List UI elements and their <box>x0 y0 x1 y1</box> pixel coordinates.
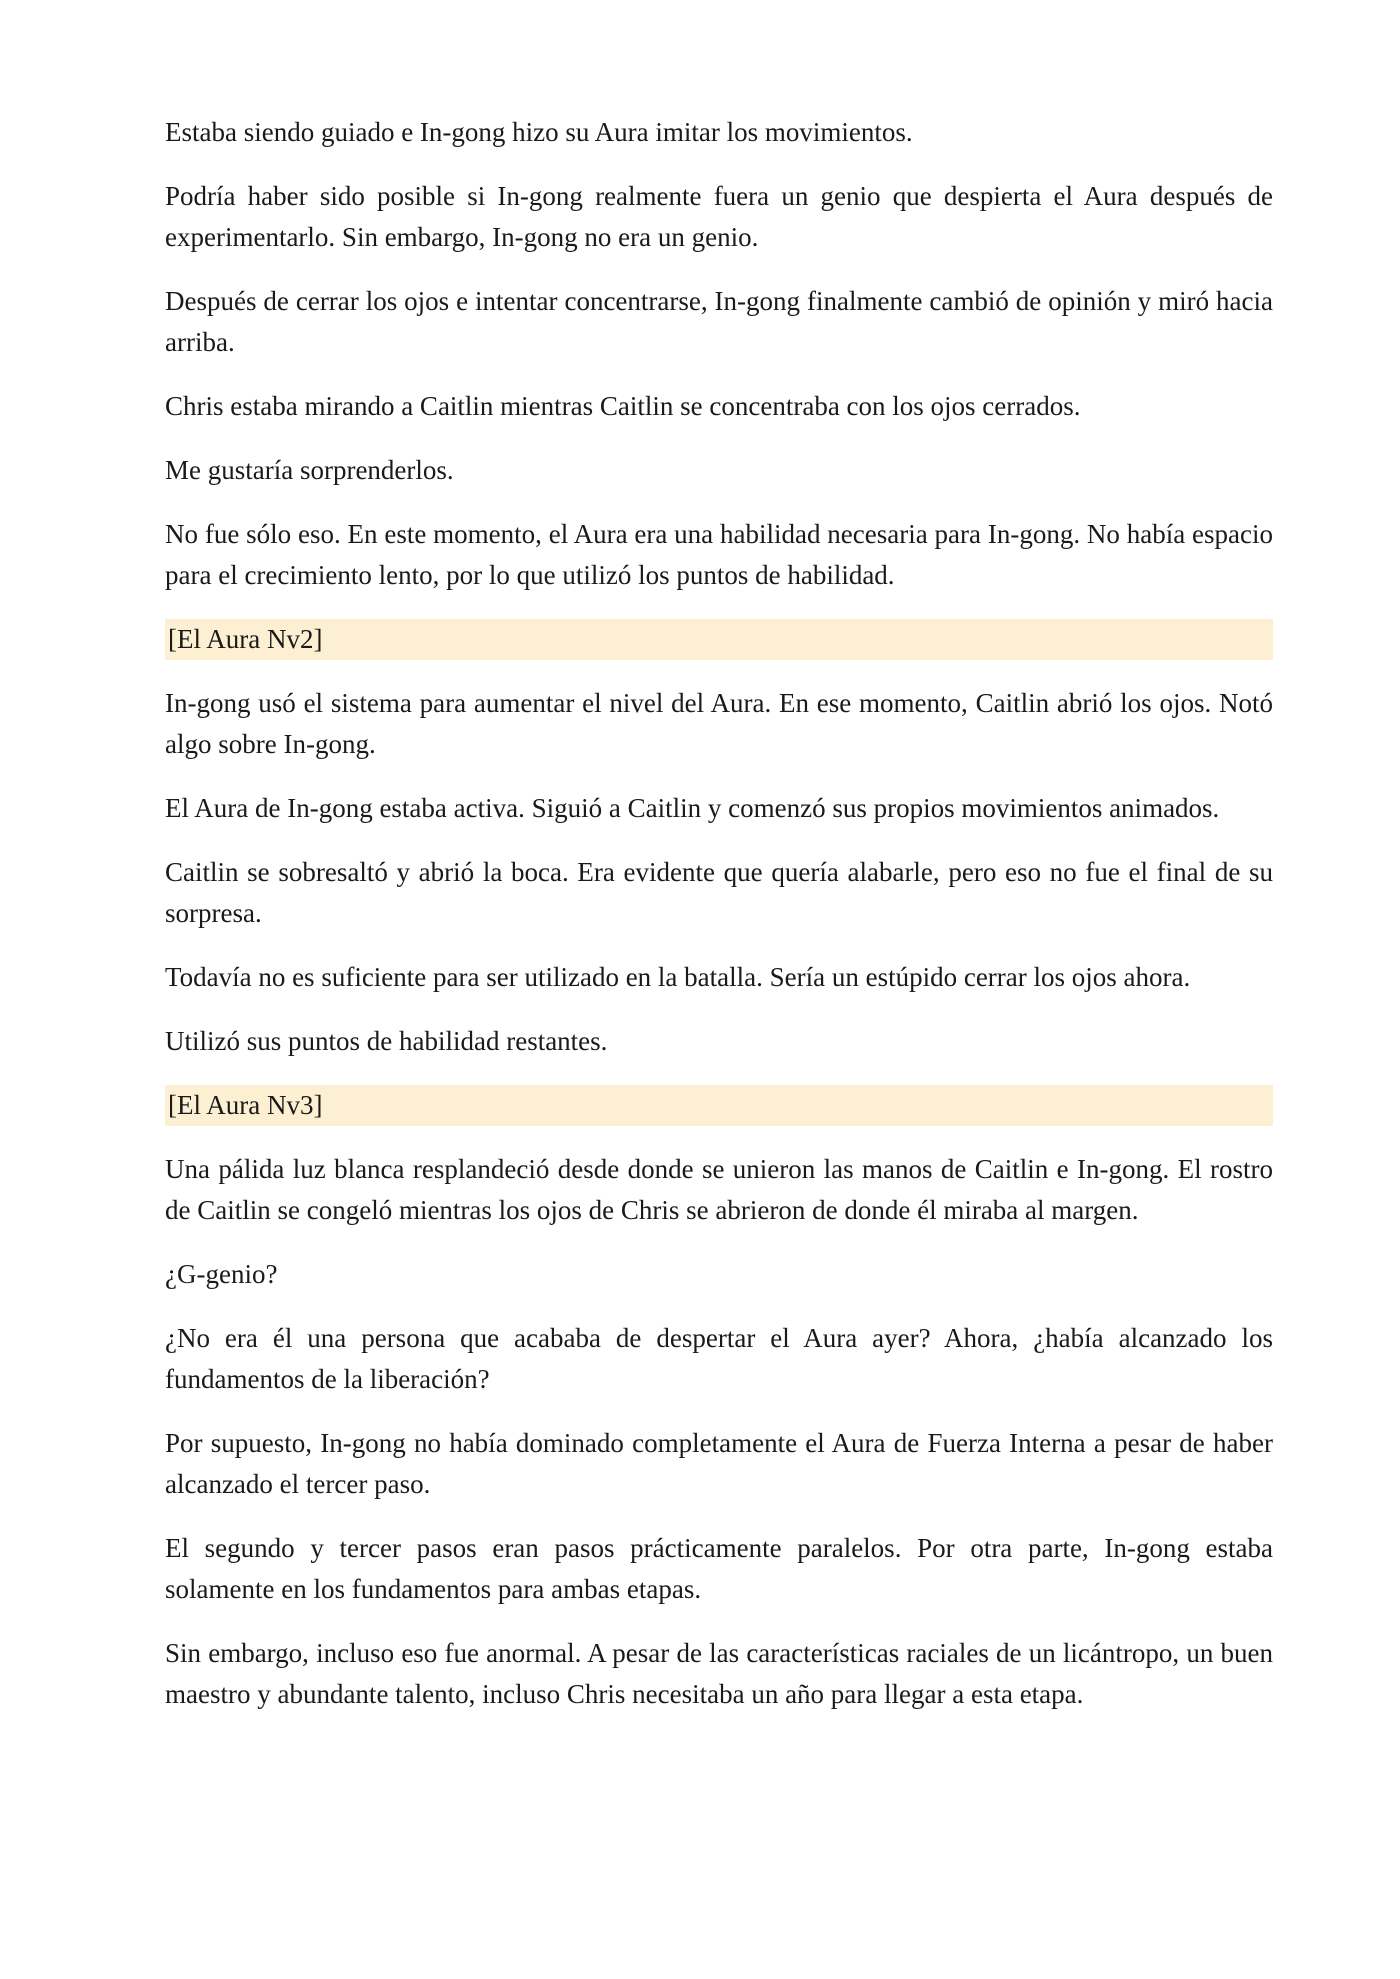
paragraph: Utilizó sus puntos de habilidad restantes. <box>165 1026 608 1056</box>
paragraph: ¿G-genio? <box>165 1259 278 1289</box>
paragraph: Me gustaría sorprenderlos. <box>165 455 454 485</box>
paragraph: Sin embargo, incluso eso fue anormal. A pesar de las características raciales de un licántropo, un buen maestro y abundante talento, incluso Chris necesitaba un año para llegar a esta etapa. <box>165 1638 1273 1709</box>
paragraph: Estaba siendo guiado e In-gong hizo su Aura imitar los movimientos. <box>165 117 913 147</box>
system-message-highlight: [El Aura Nv2] <box>165 619 1273 660</box>
paragraph: ¿No era él una persona que acababa de despertar el Aura ayer? Ahora, ¿había alcanzado los fundamentos de la liberación? <box>165 1323 1273 1394</box>
paragraph: Caitlin se sobresaltó y abrió la boca. Era evidente que quería alabarle, pero eso no fue el final de su sorpresa. <box>165 857 1273 928</box>
paragraph: Una pálida luz blanca resplandeció desde donde se unieron las manos de Caitlin e In-gong. El rostro de Caitlin se congeló mientras los ojos de Chris se abrieron de donde él miraba al margen. <box>165 1154 1273 1225</box>
paragraph: Por supuesto, In-gong no había dominado completamente el Aura de Fuerza Interna a pesar de haber alcanzado el tercer paso. <box>165 1428 1273 1499</box>
paragraph: El Aura de In-gong estaba activa. Siguió a Caitlin y comenzó sus propios movimientos animados. <box>165 793 1220 823</box>
paragraph: El segundo y tercer pasos eran pasos prácticamente paralelos. Por otra parte, In-gong estaba solamente en los fundamentos para ambas etapas. <box>165 1533 1273 1604</box>
system-message-highlight: [El Aura Nv3] <box>165 1085 1273 1126</box>
paragraph: Todavía no es suficiente para ser utilizado en la batalla. Sería un estúpido cerrar los ojos ahora. <box>165 962 1191 992</box>
paragraph: Podría haber sido posible si In-gong realmente fuera un genio que despierta el Aura después de experimentarlo. Sin embargo, In-gong no era un genio. <box>165 181 1273 252</box>
paragraph: No fue sólo eso. En este momento, el Aura era una habilidad necesaria para In-gong. No había espacio para el crecimiento lento, por lo que utilizó los puntos de habilidad. <box>165 519 1273 590</box>
paragraph: Después de cerrar los ojos e intentar concentrarse, In-gong finalmente cambió de opinión y miró hacia arriba. <box>165 286 1273 357</box>
paragraph: In-gong usó el sistema para aumentar el nivel del Aura. En ese momento, Caitlin abrió los ojos. Notó algo sobre In-gong. <box>165 688 1273 759</box>
paragraph: Chris estaba mirando a Caitlin mientras Caitlin se concentraba con los ojos cerrados. <box>165 391 1081 421</box>
document-page <box>165 112 1273 1738</box>
